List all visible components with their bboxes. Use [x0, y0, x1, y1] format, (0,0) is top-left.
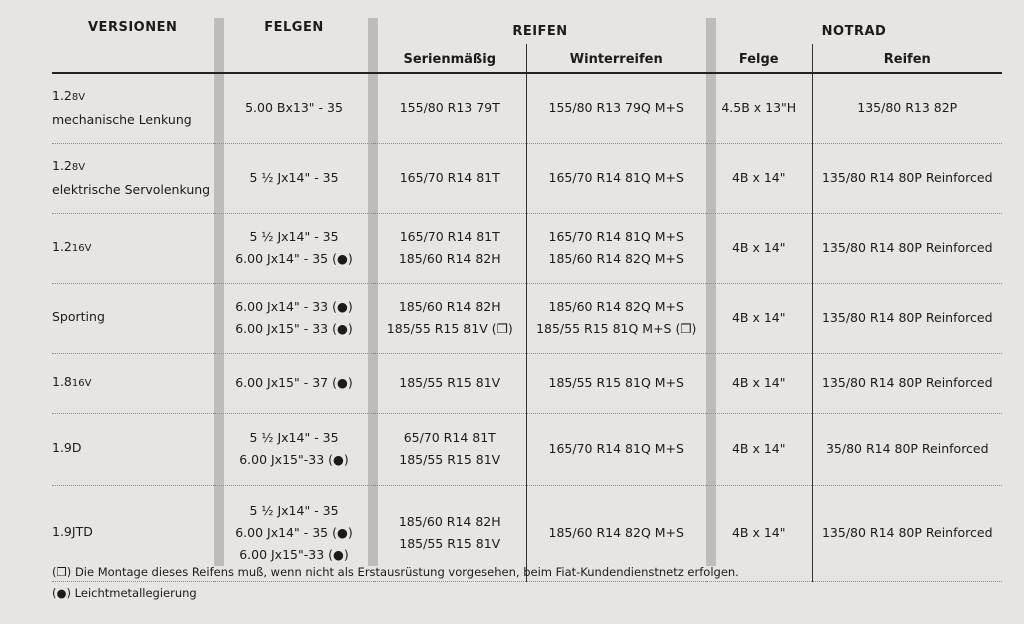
felgen-cell	[214, 73, 374, 143]
felgen-value: 5 ½ Jx14" - 35	[249, 229, 339, 244]
serie-cell	[374, 213, 526, 283]
version-name	[52, 437, 210, 461]
notrad-reifen-cell: 135/80 R14 80P Reinforced	[812, 485, 1002, 581]
felgen-value: 6.00 Jx14" - 33 (●)	[235, 299, 353, 314]
version-valves: 16V	[71, 378, 92, 389]
notrad-felge-cell: 4B x 14"	[706, 353, 812, 413]
notrad-reifen-cell: 35/80 R14 80P Reinforced	[812, 413, 1002, 485]
version-engine: Sporting	[52, 309, 105, 324]
felgen-value: 5 ½ Jx14" - 35	[249, 503, 339, 518]
winter-value: 165/70 R14 81Q M+S	[548, 441, 684, 456]
felgen-cell	[214, 143, 374, 213]
version-name	[52, 236, 210, 260]
winter-cell	[526, 73, 706, 143]
notrad-reifen-cell: 135/80 R14 80P Reinforced	[812, 213, 1002, 283]
notrad-reifen-cell: 135/80 R14 80P Reinforced	[812, 143, 1002, 213]
winter-cell	[526, 143, 706, 213]
header-versionen: VERSIONEN	[52, 18, 214, 73]
winter-value: 165/70 R14 81Q M+S	[548, 229, 684, 244]
serie-cell	[374, 73, 526, 143]
version-valves: 16V	[71, 243, 92, 254]
felgen-value: 5.00 Bx13" - 35	[245, 100, 343, 116]
version-engine: 1.9JTD	[52, 524, 93, 539]
version-cell	[52, 73, 214, 143]
serie-cell	[374, 413, 526, 485]
serie-value: 185/55 R15 81V	[399, 452, 501, 467]
version-name	[52, 155, 210, 179]
felgen-cell	[214, 213, 374, 283]
notrad-felge-cell: 4B x 14"	[706, 283, 812, 353]
footnote-leichtmetall: (●) Leichtmetallegierung	[52, 586, 197, 600]
header-felgen: FELGEN	[214, 18, 374, 73]
version-name	[52, 306, 210, 330]
felgen-value: 5 ½ Jx14" - 35	[249, 430, 339, 445]
winter-value: 165/70 R14 81Q M+S	[548, 170, 684, 185]
table-header-row	[52, 18, 1002, 44]
footnotes	[52, 562, 739, 604]
table-row	[52, 283, 1002, 353]
serie-value: 185/55 R15 81V	[399, 536, 501, 551]
table-row	[52, 413, 1002, 485]
version-engine: 1.8	[52, 374, 72, 389]
header-reifen: REIFEN	[512, 23, 568, 39]
version-cell	[52, 213, 214, 283]
serie-value: 185/60 R14 82H	[398, 514, 501, 529]
winter-cell	[526, 353, 706, 413]
version-steering: mechanische Lenkung	[52, 112, 192, 128]
serie-value: 185/60 R14 82H	[398, 251, 501, 266]
notrad-felge-cell: 4B x 14"	[706, 213, 812, 283]
version-cell	[52, 413, 214, 485]
winter-value: 185/60 R14 82Q M+S	[548, 251, 684, 266]
notrad-felge-cell: 4B x 14"	[706, 485, 812, 581]
version-engine: 1.9D	[52, 440, 82, 455]
felgen-value: 6.00 Jx15" - 33 (●)	[235, 321, 353, 336]
header-notrad: NOTRAD	[821, 23, 887, 39]
table-row	[52, 73, 1002, 143]
serie-cell	[374, 283, 526, 353]
winter-value: 155/80 R13 79Q M+S	[548, 100, 684, 116]
notrad-felge-cell: 4B x 14"	[706, 413, 812, 485]
serie-value: 185/55 R15 81V	[399, 375, 501, 390]
serie-cell	[374, 353, 526, 413]
winter-cell	[526, 213, 706, 283]
felgen-value: 6.00 Jx14" - 35 (●)	[235, 251, 353, 266]
winter-value: 185/55 R15 81Q M+S (❒)	[536, 321, 697, 336]
felgen-value: 6.00 Jx15"-33 (●)	[239, 452, 349, 467]
serie-value: 185/60 R14 82H	[398, 299, 501, 314]
version-engine: 1.2	[52, 88, 72, 104]
header-winterreifen: Winterreifen	[526, 44, 706, 73]
felgen-cell	[214, 413, 374, 485]
serie-value: 185/55 R15 81V (❒)	[386, 321, 513, 336]
version-cell	[52, 143, 214, 213]
version-engine: 1.2	[52, 239, 72, 254]
winter-value: 185/60 R14 82Q M+S	[548, 525, 684, 540]
version-valves: 8V	[71, 162, 86, 173]
notrad-reifen-cell: 135/80 R14 80P Reinforced	[812, 353, 1002, 413]
winter-value: 185/55 R15 81Q M+S	[548, 375, 684, 390]
notrad-felge-cell: 4B x 14"	[706, 143, 812, 213]
table-row	[52, 353, 1002, 413]
felgen-cell	[214, 283, 374, 353]
table-row	[52, 143, 1002, 213]
winter-value: 185/60 R14 82Q M+S	[548, 299, 684, 314]
notrad-felge-cell: 4.5B x 13"H	[706, 73, 812, 143]
version-cell	[52, 283, 214, 353]
footnote-montage: (❒) Die Montage dieses Reifens muß, wenn nicht als Erstausrüstung vorgesehen, beim Fiat-Kundendienstnetz erfolgen.	[52, 565, 739, 579]
header-notrad-reifen: Reifen	[812, 44, 1002, 73]
winter-cell	[526, 413, 706, 485]
version-name	[52, 521, 210, 545]
notrad-reifen-cell: 135/80 R14 80P Reinforced	[812, 283, 1002, 353]
notrad-reifen-cell: 135/80 R13 82P	[812, 73, 1002, 143]
header-felge: Felge	[706, 44, 812, 73]
version-valves: 8V	[71, 92, 86, 104]
winter-cell	[526, 283, 706, 353]
felgen-value: 6.00 Jx15"-33 (●)	[239, 547, 349, 562]
felgen-value: 5 ½ Jx14" - 35	[249, 170, 339, 185]
version-name	[52, 85, 210, 109]
header-serienmaessig: Serienmäßig	[374, 44, 526, 73]
felgen-value: 6.00 Jx15" - 37 (●)	[235, 375, 353, 390]
serie-value: 155/80 R13 79T	[399, 100, 500, 116]
version-cell	[52, 353, 214, 413]
felgen-value: 6.00 Jx14" - 35 (●)	[235, 525, 353, 540]
serie-value: 65/70 R14 81T	[403, 430, 496, 445]
version-name	[52, 371, 210, 395]
version-engine: 1.2	[52, 158, 72, 173]
felgen-cell	[214, 353, 374, 413]
version-steering: elektrische Servolenkung	[52, 182, 211, 197]
table-row	[52, 213, 1002, 283]
tyre-table	[52, 18, 1002, 582]
serie-value: 165/70 R14 81T	[399, 170, 500, 185]
serie-value: 165/70 R14 81T	[399, 229, 500, 244]
serie-cell	[374, 143, 526, 213]
